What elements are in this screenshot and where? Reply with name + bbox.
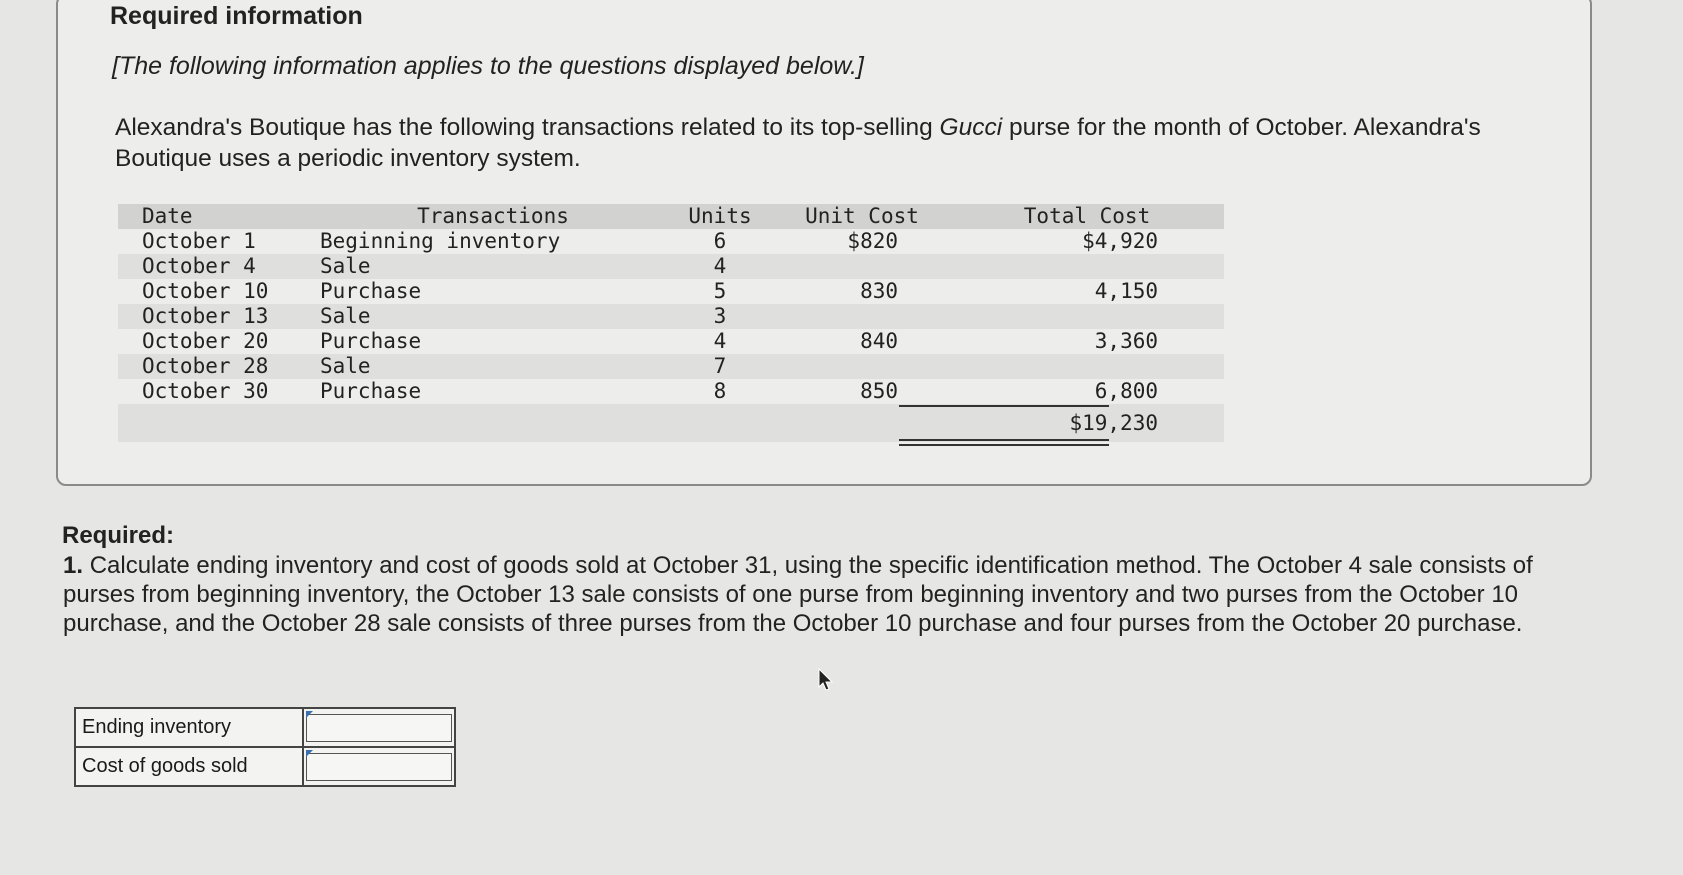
row-transaction: Sale	[320, 304, 666, 329]
row-transaction: Sale	[320, 354, 666, 379]
row-units: 5	[713, 279, 727, 303]
col-header-units: Units	[666, 204, 774, 229]
col-header-date: Date	[118, 204, 320, 229]
table-row	[118, 229, 1224, 254]
cost-of-goods-sold-label: Cost of goods sold	[75, 747, 303, 786]
row-date: October 1	[142, 229, 256, 253]
row-unit-cost: 840	[860, 329, 898, 353]
row-total-cost: 3,360	[1094, 329, 1158, 353]
col-header-transactions: Transactions	[320, 204, 666, 229]
table-row	[118, 279, 1224, 304]
cost-of-goods-sold-input[interactable]	[306, 753, 452, 781]
question-number: 1.	[63, 552, 84, 579]
row-total-cost	[950, 304, 1224, 329]
row-total-cost: 4,150	[1094, 279, 1158, 303]
row-date: October 20	[142, 329, 269, 353]
row-units: 4	[666, 254, 774, 279]
answer-table	[74, 707, 456, 787]
row-total-cost: 6,800	[1094, 379, 1158, 403]
row-date: October 13	[118, 304, 320, 329]
row-unit-cost	[774, 304, 950, 329]
row-unit-cost: 850	[860, 379, 898, 403]
row-total-cost	[950, 354, 1224, 379]
row-total-cost: $4,920	[1082, 229, 1158, 253]
row-units: 7	[666, 354, 774, 379]
row-date: October 28	[118, 354, 320, 379]
scenario-paragraph	[115, 112, 1535, 174]
row-unit-cost: $820	[847, 229, 898, 253]
question-text: Calculate ending inventory and cost of goods sold at October 31, using the specific identification method. The October 4 sale consists of purses from beginning inventory, the October 13 sale consists of one purse from beginning inventory and two purses from the October 10 purchase, and the October 28 sale consists of three purses from the October 10 purchase and four purses from the October 20 purchase.	[63, 552, 1533, 637]
row-unit-cost: 830	[860, 279, 898, 303]
total-cost-sum: $19,230	[950, 404, 1224, 442]
row-transaction: Beginning inventory	[320, 229, 561, 253]
row-transaction: Purchase	[320, 279, 422, 303]
row-units: 6	[713, 229, 727, 253]
required-information-title: Required information	[110, 2, 363, 30]
ending-inventory-cell	[303, 708, 455, 747]
row-unit-cost	[774, 254, 950, 279]
answer-row-cogs	[75, 747, 455, 786]
col-header-total-cost: Total Cost	[950, 204, 1224, 229]
subtotal-underline	[899, 405, 1109, 407]
row-date: October 10	[142, 279, 269, 303]
row-date: October 4	[118, 254, 320, 279]
table-total-row	[118, 404, 1224, 442]
required-heading: Required:	[62, 522, 175, 549]
ending-inventory-label: Ending inventory	[75, 708, 303, 747]
question-1	[63, 551, 1593, 638]
scenario-text-end: purse for the month of October. Alexandra's Boutique uses a periodic inventory system.	[115, 114, 1481, 172]
row-transaction: Purchase	[320, 329, 422, 353]
scenario-brand: Gucci	[939, 114, 1003, 141]
table-row	[118, 379, 1224, 404]
total-double-underline	[899, 439, 1109, 446]
table-row	[118, 329, 1224, 354]
row-units: 4	[713, 329, 727, 353]
table-row	[118, 354, 1224, 379]
row-unit-cost	[774, 354, 950, 379]
mouse-pointer-icon	[818, 668, 834, 692]
col-header-unit-cost: Unit Cost	[774, 204, 950, 229]
cost-of-goods-sold-cell	[303, 747, 455, 786]
row-transaction: Sale	[320, 254, 666, 279]
row-units: 3	[666, 304, 774, 329]
row-date: October 30	[142, 379, 269, 403]
info-note: [The following information applies to the questions displayed below.]	[112, 52, 864, 80]
ending-inventory-input[interactable]	[306, 714, 452, 742]
table-header-row	[118, 204, 1224, 229]
table-row	[118, 254, 1224, 279]
row-transaction: Purchase	[320, 379, 422, 403]
row-units: 8	[713, 379, 727, 403]
row-total-cost	[950, 254, 1224, 279]
scenario-text-start: Alexandra's Boutique has the following transactions related to its top-selling	[115, 114, 940, 141]
table-row	[118, 304, 1224, 329]
answer-row-ending-inventory	[75, 708, 455, 747]
